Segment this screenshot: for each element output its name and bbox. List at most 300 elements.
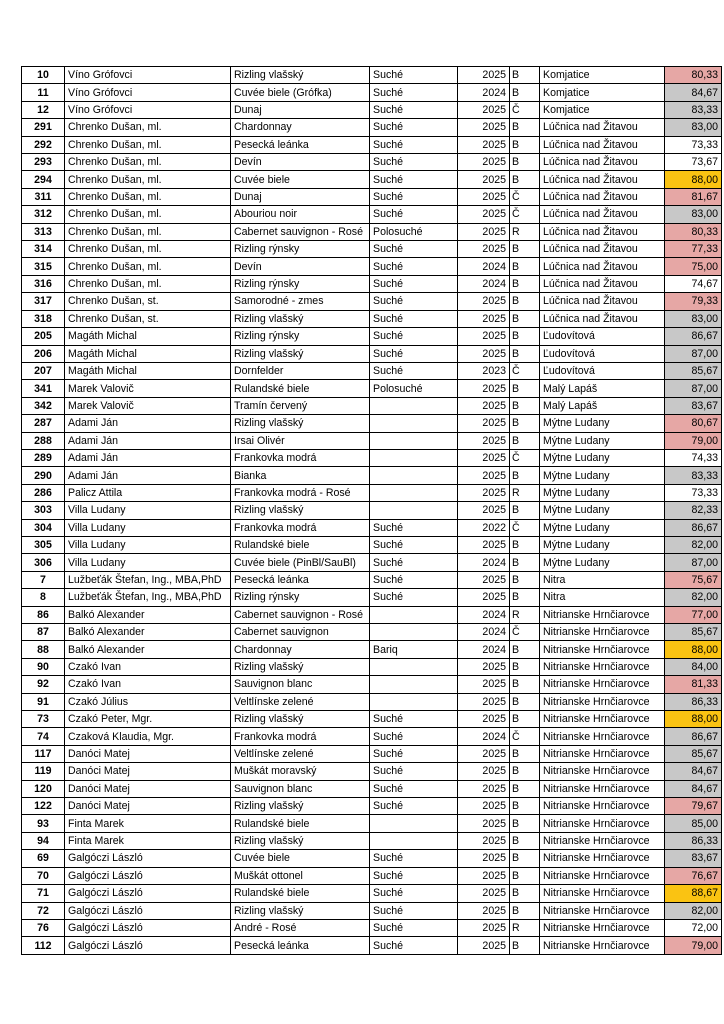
producer-name: Chrenko Dušan, ml. bbox=[65, 154, 231, 171]
producer-location: Lúčnica nad Žitavou bbox=[540, 136, 665, 153]
vintage-year: 2025 bbox=[458, 484, 510, 501]
wine-variety: Frankovka modrá bbox=[231, 728, 370, 745]
wine-variety: Rizling vlašský bbox=[231, 502, 370, 519]
producer-name: Chrenko Dušan, ml. bbox=[65, 119, 231, 136]
wine-variety: Rizling vlašský bbox=[231, 832, 370, 849]
sample-number: 313 bbox=[22, 223, 65, 240]
wine-color-code: B bbox=[510, 467, 540, 484]
sample-number: 304 bbox=[22, 519, 65, 536]
table-row bbox=[22, 101, 722, 118]
producer-location: Nitrianske Hrnčiarovce bbox=[540, 693, 665, 710]
wine-color-code: Č bbox=[510, 101, 540, 118]
producer-location: Mýtne Ludany bbox=[540, 415, 665, 432]
wine-sweetness bbox=[370, 606, 458, 623]
producer-name: Galgóczi László bbox=[65, 850, 231, 867]
wine-sweetness bbox=[370, 815, 458, 832]
table-row bbox=[22, 658, 722, 675]
score-value: 85,67 bbox=[665, 362, 722, 379]
wine-sweetness: Suché bbox=[370, 763, 458, 780]
sample-number: 91 bbox=[22, 693, 65, 710]
producer-name: Chrenko Dušan, ml. bbox=[65, 241, 231, 258]
score-value: 82,00 bbox=[665, 536, 722, 553]
wine-variety: Rizling vlašský bbox=[231, 310, 370, 327]
score-value: 83,33 bbox=[665, 101, 722, 118]
wine-variety: Frankovka modrá bbox=[231, 519, 370, 536]
table-row bbox=[22, 850, 722, 867]
table-row bbox=[22, 571, 722, 588]
wine-color-code: B bbox=[510, 676, 540, 693]
producer-name: Danóci Matej bbox=[65, 780, 231, 797]
wine-color-code: Č bbox=[510, 519, 540, 536]
wine-color-code: B bbox=[510, 380, 540, 397]
wine-variety: Rizling vlašský bbox=[231, 798, 370, 815]
wine-variety: Rulandské biele bbox=[231, 815, 370, 832]
wine-variety: Rulandské biele bbox=[231, 380, 370, 397]
wine-color-code: B bbox=[510, 171, 540, 188]
wine-variety: Muškát moravský bbox=[231, 763, 370, 780]
table-row bbox=[22, 763, 722, 780]
wine-variety: Pesecká leánka bbox=[231, 136, 370, 153]
score-value: 86,33 bbox=[665, 832, 722, 849]
table-row bbox=[22, 798, 722, 815]
wine-color-code: B bbox=[510, 937, 540, 954]
sample-number: 318 bbox=[22, 310, 65, 327]
vintage-year: 2025 bbox=[458, 136, 510, 153]
score-value: 83,67 bbox=[665, 397, 722, 414]
table-row bbox=[22, 832, 722, 849]
wine-color-code: B bbox=[510, 745, 540, 762]
wine-variety: Rizling vlašský bbox=[231, 415, 370, 432]
wine-variety: Chardonnay bbox=[231, 641, 370, 658]
producer-location: Komjatice bbox=[540, 67, 665, 84]
score-value: 82,33 bbox=[665, 502, 722, 519]
table-row bbox=[22, 188, 722, 205]
table-row bbox=[22, 467, 722, 484]
vintage-year: 2024 bbox=[458, 84, 510, 101]
wine-variety: Rizling vlašský bbox=[231, 711, 370, 728]
wine-sweetness: Suché bbox=[370, 293, 458, 310]
producer-name: Chrenko Dušan, st. bbox=[65, 293, 231, 310]
wine-color-code: B bbox=[510, 432, 540, 449]
sample-number: 8 bbox=[22, 589, 65, 606]
vintage-year: 2025 bbox=[458, 780, 510, 797]
sample-number: 291 bbox=[22, 119, 65, 136]
producer-location: Komjatice bbox=[540, 84, 665, 101]
producer-location: Nitra bbox=[540, 571, 665, 588]
producer-location: Nitrianske Hrnčiarovce bbox=[540, 780, 665, 797]
sample-number: 294 bbox=[22, 171, 65, 188]
wine-sweetness: Suché bbox=[370, 554, 458, 571]
table-row bbox=[22, 780, 722, 797]
producer-location: Nitrianske Hrnčiarovce bbox=[540, 867, 665, 884]
table-row bbox=[22, 258, 722, 275]
score-value: 73,33 bbox=[665, 484, 722, 501]
wine-color-code: B bbox=[510, 84, 540, 101]
sample-number: 207 bbox=[22, 362, 65, 379]
score-value: 80,33 bbox=[665, 67, 722, 84]
wine-sweetness: Suché bbox=[370, 867, 458, 884]
vintage-year: 2025 bbox=[458, 919, 510, 936]
vintage-year: 2024 bbox=[458, 728, 510, 745]
wine-variety: Chardonnay bbox=[231, 119, 370, 136]
wine-variety: Devín bbox=[231, 258, 370, 275]
vintage-year: 2025 bbox=[458, 171, 510, 188]
wine-sweetness: Suché bbox=[370, 328, 458, 345]
vintage-year: 2025 bbox=[458, 815, 510, 832]
wine-color-code: B bbox=[510, 850, 540, 867]
table-row bbox=[22, 902, 722, 919]
wine-variety: André - Rosé bbox=[231, 919, 370, 936]
table-row bbox=[22, 885, 722, 902]
vintage-year: 2025 bbox=[458, 571, 510, 588]
producer-name: Palicz Attila bbox=[65, 484, 231, 501]
vintage-year: 2025 bbox=[458, 206, 510, 223]
producer-location: Nitrianske Hrnčiarovce bbox=[540, 885, 665, 902]
sample-number: 74 bbox=[22, 728, 65, 745]
table-row bbox=[22, 519, 722, 536]
wine-color-code: B bbox=[510, 711, 540, 728]
producer-name: Danóci Matej bbox=[65, 798, 231, 815]
table-row bbox=[22, 136, 722, 153]
producer-name: Adami Ján bbox=[65, 432, 231, 449]
wine-color-code: B bbox=[510, 536, 540, 553]
wine-variety: Rizling vlašský bbox=[231, 67, 370, 84]
wine-variety: Cuvée biele bbox=[231, 171, 370, 188]
wine-color-code: B bbox=[510, 902, 540, 919]
producer-name: Víno Grófovci bbox=[65, 101, 231, 118]
producer-location: Mýtne Ludany bbox=[540, 536, 665, 553]
producer-location: Mýtne Ludany bbox=[540, 432, 665, 449]
sample-number: 117 bbox=[22, 745, 65, 762]
sample-number: 87 bbox=[22, 624, 65, 641]
producer-location: Lúčnica nad Žitavou bbox=[540, 154, 665, 171]
table-row bbox=[22, 711, 722, 728]
table-row bbox=[22, 223, 722, 240]
sample-number: 315 bbox=[22, 258, 65, 275]
sample-number: 119 bbox=[22, 763, 65, 780]
vintage-year: 2025 bbox=[458, 223, 510, 240]
score-value: 80,67 bbox=[665, 415, 722, 432]
producer-name: Galgóczi László bbox=[65, 937, 231, 954]
wine-sweetness bbox=[370, 432, 458, 449]
producer-name: Balkó Alexander bbox=[65, 624, 231, 641]
sample-number: 7 bbox=[22, 571, 65, 588]
table-row bbox=[22, 415, 722, 432]
table-row bbox=[22, 397, 722, 414]
wine-sweetness bbox=[370, 693, 458, 710]
producer-location: Nitra bbox=[540, 589, 665, 606]
vintage-year: 2024 bbox=[458, 258, 510, 275]
score-value: 88,00 bbox=[665, 711, 722, 728]
producer-name: Czakó Július bbox=[65, 693, 231, 710]
producer-location: Nitrianske Hrnčiarovce bbox=[540, 676, 665, 693]
producer-name: Adami Ján bbox=[65, 449, 231, 466]
sample-number: 292 bbox=[22, 136, 65, 153]
producer-name: Finta Marek bbox=[65, 832, 231, 849]
table-row bbox=[22, 937, 722, 954]
score-value: 87,00 bbox=[665, 554, 722, 571]
sample-number: 312 bbox=[22, 206, 65, 223]
sample-number: 342 bbox=[22, 397, 65, 414]
score-value: 73,33 bbox=[665, 136, 722, 153]
sample-number: 317 bbox=[22, 293, 65, 310]
producer-name: Chrenko Dušan, ml. bbox=[65, 188, 231, 205]
wine-sweetness bbox=[370, 832, 458, 849]
wine-color-code: B bbox=[510, 502, 540, 519]
wine-color-code: B bbox=[510, 136, 540, 153]
producer-name: Villa Ludany bbox=[65, 536, 231, 553]
producer-name: Magáth Michal bbox=[65, 362, 231, 379]
producer-name: Chrenko Dušan, ml. bbox=[65, 223, 231, 240]
producer-location: Nitrianske Hrnčiarovce bbox=[540, 624, 665, 641]
producer-location: Mýtne Ludany bbox=[540, 519, 665, 536]
wine-color-code: B bbox=[510, 275, 540, 292]
producer-location: Lúčnica nad Žitavou bbox=[540, 293, 665, 310]
producer-name: Víno Grófovci bbox=[65, 67, 231, 84]
wine-color-code: R bbox=[510, 484, 540, 501]
wine-sweetness: Suché bbox=[370, 67, 458, 84]
producer-name: Magáth Michal bbox=[65, 345, 231, 362]
vintage-year: 2025 bbox=[458, 241, 510, 258]
sample-number: 71 bbox=[22, 885, 65, 902]
vintage-year: 2025 bbox=[458, 101, 510, 118]
producer-location: Nitrianske Hrnčiarovce bbox=[540, 798, 665, 815]
producer-name: Chrenko Dušan, ml. bbox=[65, 136, 231, 153]
wine-sweetness: Suché bbox=[370, 206, 458, 223]
wine-sweetness: Suché bbox=[370, 745, 458, 762]
producer-location: Lúčnica nad Žitavou bbox=[540, 171, 665, 188]
table-row bbox=[22, 676, 722, 693]
wine-sweetness: Suché bbox=[370, 589, 458, 606]
producer-location: Malý Lapáš bbox=[540, 397, 665, 414]
sample-number: 69 bbox=[22, 850, 65, 867]
wine-sweetness: Suché bbox=[370, 362, 458, 379]
score-value: 87,00 bbox=[665, 345, 722, 362]
wine-sweetness: Suché bbox=[370, 345, 458, 362]
wine-results-table bbox=[21, 66, 722, 955]
wine-variety: Rizling vlašský bbox=[231, 658, 370, 675]
score-value: 75,67 bbox=[665, 571, 722, 588]
score-value: 83,33 bbox=[665, 467, 722, 484]
wine-variety: Muškát ottonel bbox=[231, 867, 370, 884]
producer-location: Ľudovítová bbox=[540, 362, 665, 379]
producer-location: Lúčnica nad Žitavou bbox=[540, 223, 665, 240]
producer-name: Chrenko Dušan, ml. bbox=[65, 275, 231, 292]
vintage-year: 2025 bbox=[458, 885, 510, 902]
wine-color-code: R bbox=[510, 606, 540, 623]
table-row bbox=[22, 919, 722, 936]
wine-variety: Cuvée biele (Grófka) bbox=[231, 84, 370, 101]
vintage-year: 2025 bbox=[458, 867, 510, 884]
sample-number: 311 bbox=[22, 188, 65, 205]
wine-sweetness bbox=[370, 449, 458, 466]
score-value: 88,00 bbox=[665, 641, 722, 658]
wine-color-code: Č bbox=[510, 728, 540, 745]
vintage-year: 2025 bbox=[458, 850, 510, 867]
table-row bbox=[22, 171, 722, 188]
producer-location: Lúčnica nad Žitavou bbox=[540, 310, 665, 327]
producer-name: Chrenko Dušan, st. bbox=[65, 310, 231, 327]
score-value: 72,00 bbox=[665, 919, 722, 936]
score-value: 79,67 bbox=[665, 798, 722, 815]
producer-location: Nitrianske Hrnčiarovce bbox=[540, 937, 665, 954]
wine-variety: Abouriou noir bbox=[231, 206, 370, 223]
sample-number: 12 bbox=[22, 101, 65, 118]
producer-name: Galgóczi László bbox=[65, 919, 231, 936]
vintage-year: 2025 bbox=[458, 589, 510, 606]
sample-number: 205 bbox=[22, 328, 65, 345]
wine-color-code: B bbox=[510, 154, 540, 171]
wine-color-code: B bbox=[510, 310, 540, 327]
vintage-year: 2025 bbox=[458, 536, 510, 553]
vintage-year: 2025 bbox=[458, 380, 510, 397]
wine-color-code: B bbox=[510, 832, 540, 849]
producer-name: Adami Ján bbox=[65, 415, 231, 432]
score-value: 83,00 bbox=[665, 119, 722, 136]
vintage-year: 2025 bbox=[458, 119, 510, 136]
vintage-year: 2025 bbox=[458, 798, 510, 815]
score-value: 86,33 bbox=[665, 693, 722, 710]
sample-number: 76 bbox=[22, 919, 65, 936]
wine-color-code: B bbox=[510, 815, 540, 832]
score-value: 84,67 bbox=[665, 84, 722, 101]
sample-number: 287 bbox=[22, 415, 65, 432]
table-body bbox=[22, 67, 722, 955]
wine-variety: Sauvignon blanc bbox=[231, 780, 370, 797]
sample-number: 306 bbox=[22, 554, 65, 571]
sample-number: 11 bbox=[22, 84, 65, 101]
producer-location: Lúčnica nad Žitavou bbox=[540, 206, 665, 223]
wine-variety: Dunaj bbox=[231, 188, 370, 205]
score-value: 86,67 bbox=[665, 728, 722, 745]
table-row bbox=[22, 867, 722, 884]
score-value: 86,67 bbox=[665, 328, 722, 345]
score-value: 88,00 bbox=[665, 171, 722, 188]
score-value: 84,00 bbox=[665, 658, 722, 675]
wine-color-code: B bbox=[510, 293, 540, 310]
wine-color-code: B bbox=[510, 867, 540, 884]
wine-sweetness bbox=[370, 415, 458, 432]
sample-number: 314 bbox=[22, 241, 65, 258]
wine-sweetness: Suché bbox=[370, 275, 458, 292]
producer-location: Lúčnica nad Žitavou bbox=[540, 241, 665, 258]
wine-variety: Dunaj bbox=[231, 101, 370, 118]
producer-location: Mýtne Ludany bbox=[540, 554, 665, 571]
wine-variety: Rizling rýnsky bbox=[231, 328, 370, 345]
sample-number: 92 bbox=[22, 676, 65, 693]
wine-color-code: B bbox=[510, 345, 540, 362]
wine-variety: Bianka bbox=[231, 467, 370, 484]
producer-location: Lúčnica nad Žitavou bbox=[540, 258, 665, 275]
producer-location: Lúčnica nad Žitavou bbox=[540, 119, 665, 136]
vintage-year: 2025 bbox=[458, 154, 510, 171]
vintage-year: 2025 bbox=[458, 397, 510, 414]
wine-sweetness: Suché bbox=[370, 136, 458, 153]
producer-name: Finta Marek bbox=[65, 815, 231, 832]
score-value: 84,67 bbox=[665, 763, 722, 780]
table-row bbox=[22, 380, 722, 397]
producer-name: Galgóczi László bbox=[65, 902, 231, 919]
table-row bbox=[22, 589, 722, 606]
wine-sweetness: Suché bbox=[370, 885, 458, 902]
vintage-year: 2024 bbox=[458, 606, 510, 623]
wine-sweetness: Suché bbox=[370, 519, 458, 536]
wine-sweetness: Polosuché bbox=[370, 380, 458, 397]
wine-variety: Devín bbox=[231, 154, 370, 171]
producer-location: Nitrianske Hrnčiarovce bbox=[540, 711, 665, 728]
producer-location: Nitrianske Hrnčiarovce bbox=[540, 745, 665, 762]
table-row bbox=[22, 728, 722, 745]
producer-location: Nitrianske Hrnčiarovce bbox=[540, 606, 665, 623]
score-value: 79,00 bbox=[665, 937, 722, 954]
producer-location: Malý Lapáš bbox=[540, 380, 665, 397]
wine-variety: Irsai Olivér bbox=[231, 432, 370, 449]
vintage-year: 2025 bbox=[458, 902, 510, 919]
sample-number: 70 bbox=[22, 867, 65, 884]
wine-sweetness bbox=[370, 484, 458, 501]
wine-variety: Tramín červený bbox=[231, 397, 370, 414]
wine-color-code: Č bbox=[510, 362, 540, 379]
wine-variety: Rizling rýnsky bbox=[231, 241, 370, 258]
table-row bbox=[22, 241, 722, 258]
producer-location: Mýtne Ludany bbox=[540, 449, 665, 466]
table-row bbox=[22, 449, 722, 466]
wine-color-code: B bbox=[510, 589, 540, 606]
table-row bbox=[22, 554, 722, 571]
vintage-year: 2025 bbox=[458, 502, 510, 519]
wine-sweetness: Suché bbox=[370, 188, 458, 205]
producer-location: Nitrianske Hrnčiarovce bbox=[540, 641, 665, 658]
wine-sweetness: Suché bbox=[370, 571, 458, 588]
producer-name: Galgóczi László bbox=[65, 867, 231, 884]
sample-number: 288 bbox=[22, 432, 65, 449]
producer-name: Adami Ján bbox=[65, 467, 231, 484]
wine-variety: Rizling vlašský bbox=[231, 345, 370, 362]
sample-number: 90 bbox=[22, 658, 65, 675]
wine-color-code: B bbox=[510, 397, 540, 414]
sample-number: 72 bbox=[22, 902, 65, 919]
wine-sweetness bbox=[370, 502, 458, 519]
wine-color-code: Č bbox=[510, 206, 540, 223]
producer-location: Nitrianske Hrnčiarovce bbox=[540, 850, 665, 867]
vintage-year: 2024 bbox=[458, 275, 510, 292]
sample-number: 286 bbox=[22, 484, 65, 501]
score-value: 76,67 bbox=[665, 867, 722, 884]
wine-sweetness: Suché bbox=[370, 798, 458, 815]
producer-name: Czakó Ivan bbox=[65, 676, 231, 693]
wine-sweetness: Suché bbox=[370, 711, 458, 728]
vintage-year: 2025 bbox=[458, 693, 510, 710]
wine-color-code: B bbox=[510, 241, 540, 258]
sample-number: 293 bbox=[22, 154, 65, 171]
wine-sweetness: Suché bbox=[370, 258, 458, 275]
producer-name: Danóci Matej bbox=[65, 745, 231, 762]
wine-variety: Dornfelder bbox=[231, 362, 370, 379]
score-value: 82,00 bbox=[665, 902, 722, 919]
vintage-year: 2025 bbox=[458, 415, 510, 432]
wine-color-code: Č bbox=[510, 624, 540, 641]
sample-number: 112 bbox=[22, 937, 65, 954]
vintage-year: 2024 bbox=[458, 624, 510, 641]
wine-color-code: B bbox=[510, 780, 540, 797]
wine-variety: Frankovka modrá bbox=[231, 449, 370, 466]
producer-name: Czakó Peter, Mgr. bbox=[65, 711, 231, 728]
producer-name: Villa Ludany bbox=[65, 554, 231, 571]
score-value: 79,00 bbox=[665, 432, 722, 449]
vintage-year: 2025 bbox=[458, 937, 510, 954]
table-row bbox=[22, 67, 722, 84]
wine-variety: Rizling vlašský bbox=[231, 902, 370, 919]
